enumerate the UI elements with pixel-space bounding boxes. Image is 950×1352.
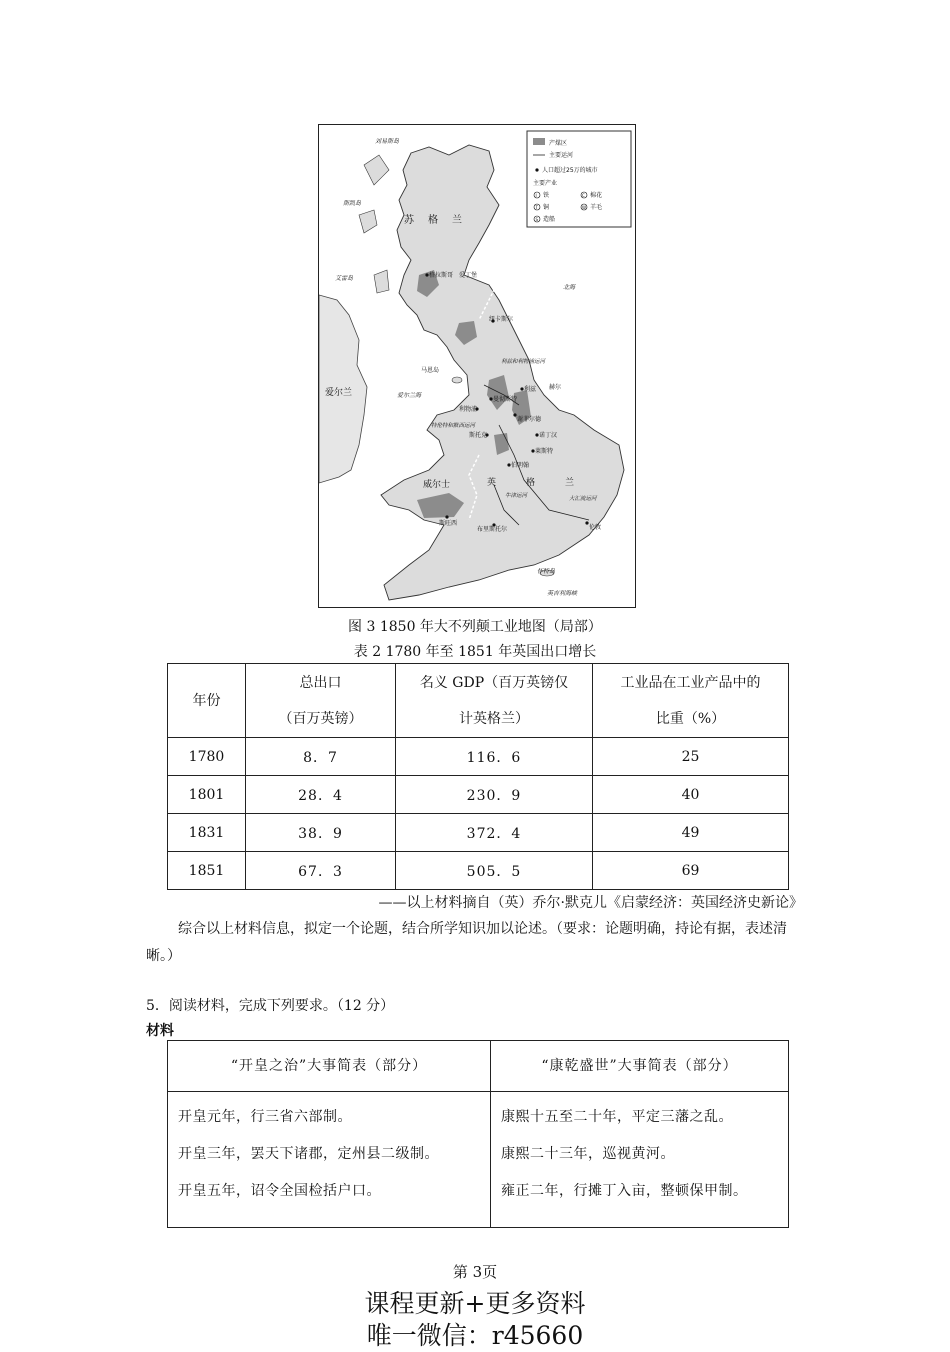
svg-text:羊毛: 羊毛 xyxy=(590,204,603,211)
uk-industrial-map xyxy=(318,124,636,608)
events-body-row xyxy=(168,1092,789,1228)
table-row: 1831 38．9 372．4 49 xyxy=(168,814,789,852)
list-item: 雍正二年，行摊丁入亩，整顿保甲制。 xyxy=(501,1183,748,1199)
svg-text:利物浦: 利物浦 xyxy=(459,406,478,413)
list-item: 康熙十五至二十年，平定三藩之乱。 xyxy=(501,1109,733,1125)
svg-text:爱尔兰: 爱尔兰 xyxy=(325,388,353,398)
task-instruction: 综合以上材料信息，拟定一个论题，结合所学知识加以论述。（要求：论题明确，持论有据，表述清晰。） xyxy=(146,921,787,964)
svg-text:特伦特和默西运河: 特伦特和默西运河 xyxy=(431,423,476,429)
footer-promo-line-1: 课程更新+更多资料 xyxy=(364,1289,586,1318)
svg-text:S: S xyxy=(535,217,539,222)
svg-text:伦敦: 伦敦 xyxy=(589,524,602,531)
kaihuang-events xyxy=(168,1092,491,1228)
table-header-row xyxy=(168,664,789,738)
svg-text:主要产业: 主要产业 xyxy=(533,180,558,187)
svg-text:大汇流运河: 大汇流运河 xyxy=(569,496,597,502)
svg-text:W: W xyxy=(582,205,586,210)
svg-text:利兹: 利兹 xyxy=(524,386,537,393)
svg-text:格拉斯哥: 格拉斯哥 xyxy=(429,272,454,279)
svg-text:布里斯托尔: 布里斯托尔 xyxy=(477,526,508,533)
svg-text:爱丁堡: 爱丁堡 xyxy=(459,272,478,279)
header-gdp: 名义 GDP（百万英镑仅 计英格兰） xyxy=(396,664,593,738)
header-share: 工业品在工业产品中的 比重（%） xyxy=(593,664,789,738)
svg-text:怀特岛: 怀特岛 xyxy=(537,568,556,575)
svg-text:曼彻斯特: 曼彻斯特 xyxy=(493,396,518,403)
svg-text:纽卡斯尔: 纽卡斯尔 xyxy=(489,316,514,323)
svg-text:刘易斯岛: 刘易斯岛 xyxy=(375,138,400,145)
header-exports: 总出口 （百万英镑） xyxy=(246,664,396,738)
svg-text:兰: 兰 xyxy=(565,478,575,488)
table-row: 1780 8．7 116．6 25 xyxy=(168,738,789,776)
question-5: 5．阅读材料，完成下列要求。（12 分） xyxy=(146,998,395,1014)
footer-promo-line-2: 唯一微信：r45660 xyxy=(366,1321,584,1350)
figure-caption: 图 3 1850 年大不列颠工业地图（局部） xyxy=(348,619,602,635)
svg-text:格: 格 xyxy=(526,478,536,488)
svg-text:C: C xyxy=(582,193,585,198)
kangqian-events xyxy=(491,1092,789,1228)
table-row: 1801 28．4 230．9 40 xyxy=(168,776,789,814)
svg-text:马恩岛: 马恩岛 xyxy=(421,367,440,374)
svg-text:莱斯特: 莱斯特 xyxy=(535,448,554,455)
svg-text:T: T xyxy=(535,205,538,210)
svg-text:利兹和利物浦运河: 利兹和利物浦运河 xyxy=(501,359,546,365)
export-growth-table xyxy=(167,663,789,890)
svg-text:人口超过25万的城市: 人口超过25万的城市 xyxy=(542,167,598,174)
svg-text:牛津运河: 牛津运河 xyxy=(505,493,528,499)
list-item: 康熙二十三年，巡视黄河。 xyxy=(501,1146,675,1162)
events-table xyxy=(167,1040,789,1228)
list-item: 开皇三年，罢天下诸郡，定州县二级制。 xyxy=(178,1146,439,1162)
svg-text:北海: 北海 xyxy=(563,284,576,291)
list-item: 开皇元年，行三省六部制。 xyxy=(178,1109,352,1125)
kaihuang-header: “开皇之治”大事简表（部分） xyxy=(168,1041,491,1092)
page-number: 第 3页 xyxy=(452,1263,498,1281)
svg-text:英吉利海峡: 英吉利海峡 xyxy=(547,590,578,597)
events-header-row xyxy=(168,1041,789,1092)
table-caption: 表 2 1780 年至 1851 年英国出口增长 xyxy=(353,644,597,660)
header-year: 年份 xyxy=(168,664,246,738)
source-citation: ——以上材料摘自（英）乔尔·默克儿《启蒙经济：英国经济史新论》 xyxy=(378,895,803,911)
kangqian-header: “康乾盛世”大事简表（部分） xyxy=(491,1041,789,1092)
svg-text:主要运河: 主要运河 xyxy=(549,152,574,159)
svg-text:斯托克: 斯托克 xyxy=(469,432,488,439)
svg-text:英: 英 xyxy=(487,478,497,488)
svg-text:谢菲尔德: 谢菲尔德 xyxy=(517,416,542,423)
material-label: 材料 xyxy=(146,1023,174,1039)
svg-text:赫尔: 赫尔 xyxy=(549,384,562,391)
svg-text:铜: 铜 xyxy=(543,204,550,211)
svg-text:诺丁汉: 诺丁汉 xyxy=(539,432,558,439)
svg-text:I: I xyxy=(535,193,537,198)
svg-text:爱尔兰海: 爱尔兰海 xyxy=(397,392,422,399)
svg-text:产煤区: 产煤区 xyxy=(549,140,568,147)
list-item: 开皇五年，诏令全国检括户口。 xyxy=(178,1183,381,1199)
svg-text:威尔士: 威尔士 xyxy=(423,480,451,490)
map-legend xyxy=(527,131,631,227)
svg-text:苏格兰: 苏格兰 xyxy=(404,215,476,226)
table-row: 1851 67．3 505．5 69 xyxy=(168,852,789,890)
svg-text:伯明翰: 伯明翰 xyxy=(511,462,530,469)
svg-text:造船: 造船 xyxy=(543,216,556,223)
svg-text:铁: 铁 xyxy=(543,192,550,199)
svg-text:斯凯岛: 斯凯岛 xyxy=(343,200,362,207)
svg-text:棉花: 棉花 xyxy=(590,192,603,199)
svg-text:斯旺西: 斯旺西 xyxy=(439,520,458,527)
svg-text:艾雷岛: 艾雷岛 xyxy=(335,275,354,282)
